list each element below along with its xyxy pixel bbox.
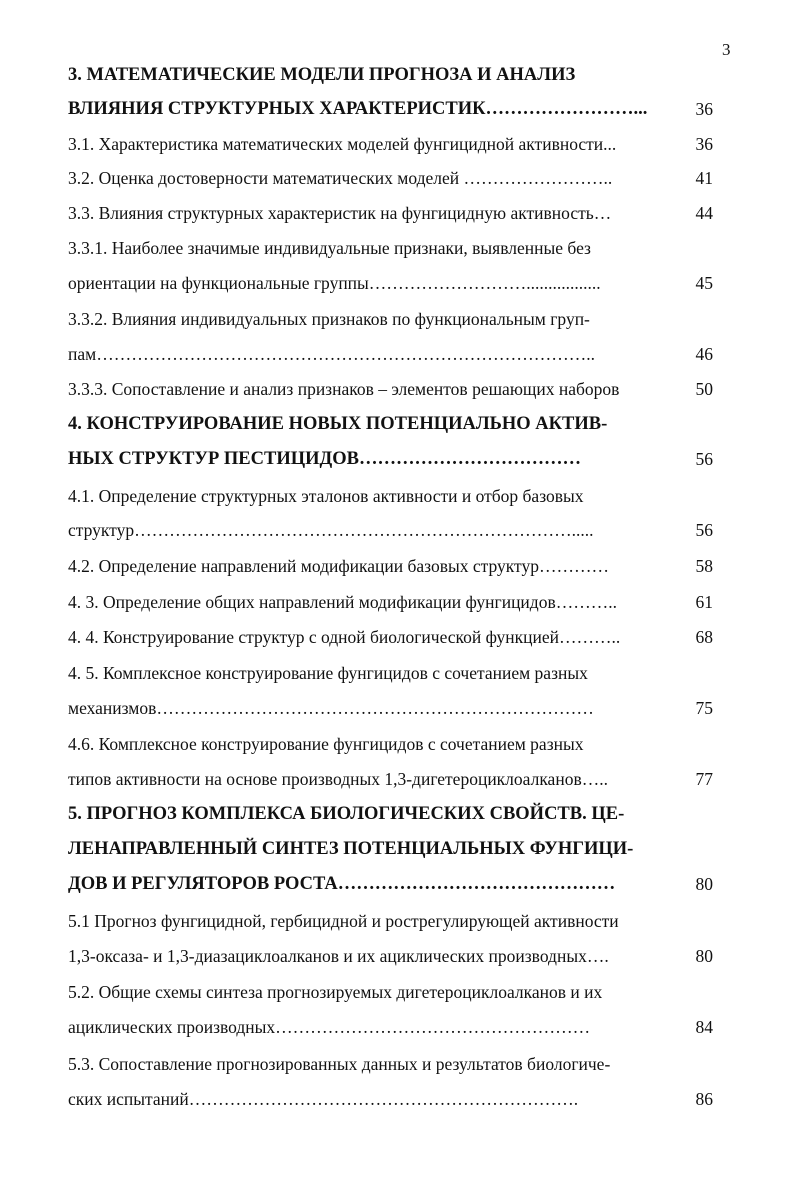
- toc-line: [68, 233, 713, 263]
- toc-entry-text: 4. 3. Определение общих направлений модификации фунгицидов………..: [68, 592, 617, 612]
- toc-line: [68, 906, 713, 936]
- toc-entry-text: 4.1. Определение структурных эталонов активности и отбор базовых: [68, 486, 584, 506]
- toc-entry-text: 3.1. Характеристика математических моделей фунгицидной активности...: [68, 134, 617, 154]
- toc-entry-text: НЫХ СТРУКТУР ПЕСТИЦИДОВ………………………………: [68, 449, 581, 469]
- toc-entry-text: 3. МАТЕМАТИЧЕСКИЕ МОДЕЛИ ПРОГНОЗА И АНАЛИЗ: [68, 65, 576, 85]
- toc-entry-text: 3.3.1. Наиболее значимые индивидуальные признаки, выявленные без: [68, 238, 591, 258]
- toc-line: [68, 515, 713, 545]
- toc-entry-text: 3.3.3. Сопоставление и анализ признаков – элементов решающих наборов: [68, 379, 620, 399]
- toc-line: [68, 268, 713, 298]
- toc-entry-text: ЛЕНАПРАВЛЕННЫЙ СИНТЕЗ ПОТЕНЦИАЛЬНЫХ ФУНГИЦИ-: [68, 839, 634, 859]
- toc-line: [68, 129, 713, 159]
- toc-entry-text: ациклических производных………………………………………………: [68, 1017, 591, 1037]
- toc-line: [68, 1084, 713, 1114]
- toc-line: [68, 374, 713, 404]
- toc-entry-page: 75: [695, 698, 713, 718]
- toc-line: [68, 198, 713, 228]
- toc-entry-text: 3.2. Оценка достоверности математических моделей ……………………..: [68, 168, 613, 188]
- toc-entry-page: 36: [695, 99, 713, 119]
- toc-line: [68, 622, 713, 652]
- toc-entry-page: 46: [695, 344, 713, 364]
- toc-entry-text: 5.1 Прогноз фунгицидной, гербицидной и рострегулирующей активности: [68, 911, 619, 931]
- toc-entry-page: 41: [695, 168, 713, 188]
- toc-line: [68, 60, 713, 90]
- toc-entry-text: структур………………………………………………………………….....: [68, 520, 594, 540]
- toc-line: [68, 1049, 713, 1079]
- toc-line: [68, 799, 713, 829]
- toc-line: [68, 941, 713, 971]
- toc-line: [68, 834, 713, 864]
- toc-line: [68, 163, 713, 193]
- toc-entry-text: 5.3. Сопоставление прогнозированных данных и результатов биологиче-: [68, 1054, 611, 1074]
- toc-entry-page: 61: [695, 592, 713, 612]
- toc-entry-text: ДОВ И РЕГУЛЯТОРОВ РОСТА………………………………………: [68, 874, 616, 894]
- page-number: 3: [722, 40, 731, 59]
- toc-entry-text: 4.6. Комплексное конструирование фунгицидов с сочетанием разных: [68, 734, 584, 754]
- toc-line: [68, 551, 713, 581]
- toc-entry-page: 50: [695, 379, 713, 399]
- toc-entry-text: ВЛИЯНИЯ СТРУКТУРНЫХ ХАРАКТЕРИСТИК……………………...: [68, 99, 648, 119]
- toc-entry-page: 56: [695, 520, 713, 540]
- toc-line: [68, 481, 713, 511]
- toc-entry-text: ориентации на функциональные группы……………………….................: [68, 273, 601, 293]
- toc-entry-text: 5.2. Общие схемы синтеза прогнозируемых дигетероциклоалканов и их: [68, 982, 603, 1002]
- toc-entry-text: 4. КОНСТРУИРОВАНИЕ НОВЫХ ПОТЕНЦИАЛЬНО АКТИВ-: [68, 414, 608, 434]
- toc-entry-text: типов активности на основе производных 1,3-дигетероциклоалканов…..: [68, 769, 608, 789]
- toc-line: [68, 1012, 713, 1042]
- toc-entry-page: 36: [695, 134, 713, 154]
- toc-entry-page: 68: [695, 627, 713, 647]
- toc-entry-page: 44: [695, 203, 713, 223]
- toc-line: [68, 444, 713, 474]
- toc-entry-text: 3.3.2. Влияния индивидуальных признаков по функциональным груп-: [68, 309, 590, 329]
- toc-line: [68, 764, 713, 794]
- toc-line: [68, 693, 713, 723]
- toc-entry-page: 45: [695, 273, 713, 293]
- toc-line: [68, 409, 713, 439]
- toc-entry-page: 80: [695, 874, 713, 894]
- toc-entry-text: механизмов…………………………………………………………………: [68, 698, 594, 718]
- toc-line: [68, 658, 713, 688]
- toc-entry-page: 86: [695, 1089, 713, 1109]
- toc-entry-page: 80: [695, 946, 713, 966]
- toc-entry-page: 56: [695, 449, 713, 469]
- toc-line: [68, 977, 713, 1007]
- toc-entry-text: 5. ПРОГНОЗ КОМПЛЕКСА БИОЛОГИЧЕСКИХ СВОЙСТВ. ЦЕ-: [68, 804, 625, 824]
- toc-line: [68, 339, 713, 369]
- toc-entry-text: 4.2. Определение направлений модификации базовых структур…………: [68, 556, 609, 576]
- toc-entry-page: 84: [695, 1017, 713, 1037]
- toc-line: [68, 94, 713, 124]
- toc-line: [68, 304, 713, 334]
- toc-entry-text: 4. 5. Комплексное конструирование фунгицидов с сочетанием разных: [68, 663, 588, 683]
- toc-line: [68, 587, 713, 617]
- toc-entry-text: 3.3. Влияния структурных характеристик на фунгицидную активность…: [68, 203, 612, 223]
- toc-entry-text: пам…………………………………………………………………………..: [68, 344, 595, 364]
- toc-entry-page: 77: [695, 769, 713, 789]
- toc-line: [68, 729, 713, 759]
- toc-entry-page: 58: [695, 556, 713, 576]
- toc-entry-text: ских испытаний………………………………………………………….: [68, 1089, 579, 1109]
- toc-line: [68, 869, 713, 899]
- toc-entry-text: 4. 4. Конструирование структур с одной биологической функцией………..: [68, 627, 621, 647]
- toc-entry-text: 1,3-оксаза- и 1,3-диазациклоалканов и их ациклических производных….: [68, 946, 609, 966]
